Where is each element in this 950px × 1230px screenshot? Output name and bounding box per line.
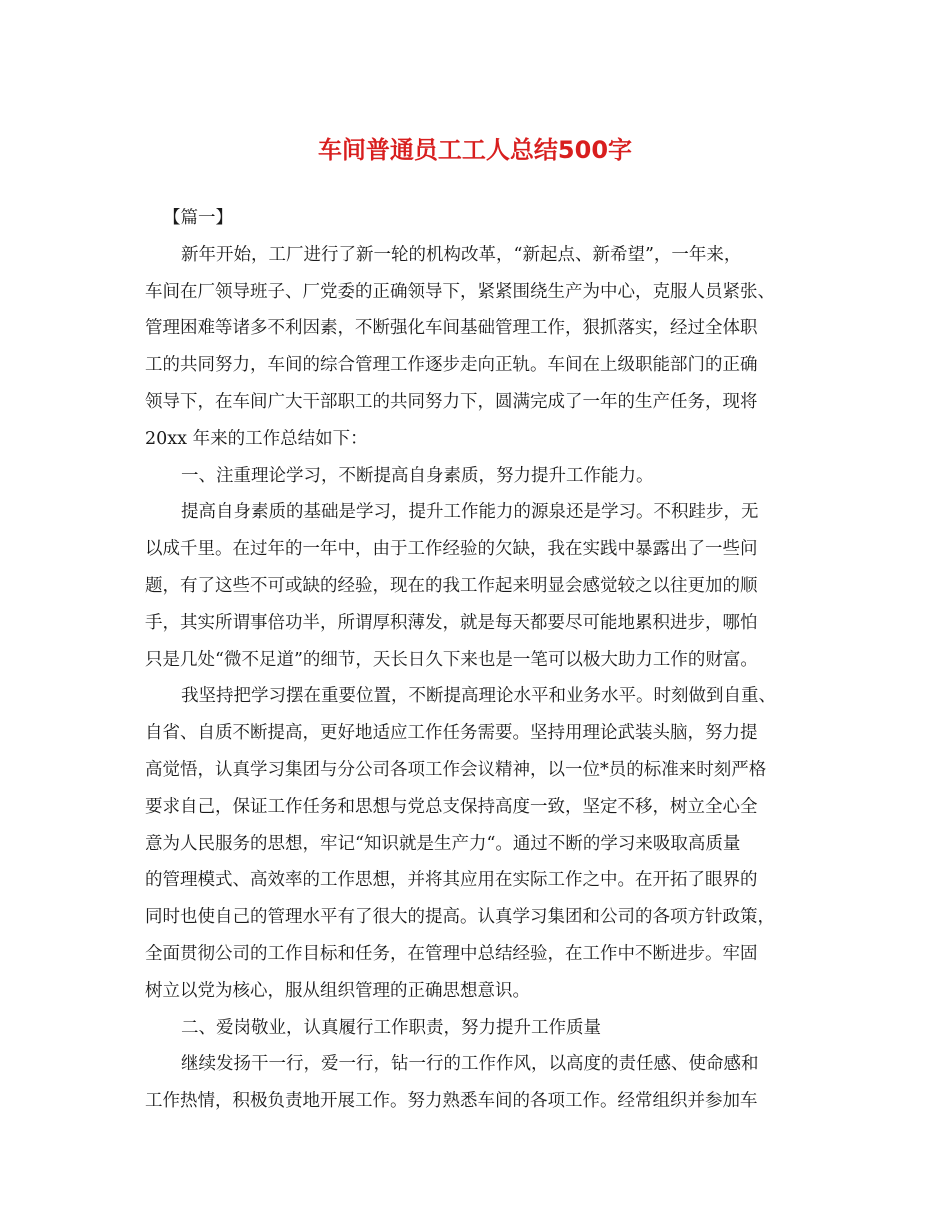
paragraph-line: 继续发扬干一行，爱一行，钻一行的工作作风，以高度的责任感、使命感和 xyxy=(181,1054,759,1075)
paragraph-line: 以成千里。在过年的一年中，由于工作经验的欠缺，我在实践中暴露出了一些问 xyxy=(145,539,758,560)
paragraph-line: 手，其实所谓事倍功半，所谓厚积薄发，就是每天都要尽可能地累积进步，哪怕 xyxy=(145,612,758,633)
paragraph-line: 要求自己，保证工作任务和思想与党总支保持高度一致，坚定不移，树立全心全 xyxy=(145,796,758,817)
paragraph-line: 车间在厂领导班子、厂党委的正确领导下，紧紧围绕生产为中心，克服人员紧张、 xyxy=(145,281,775,302)
paragraph-line: 我坚持把学习摆在重要位置，不断提高理论水平和业务水平。时刻做到自重、 xyxy=(181,686,776,707)
section-heading: 一、注重理论学习，不断提高自身素质，努力提升工作能力。 xyxy=(181,465,654,486)
paragraph-line: 新年开始，工厂进行了新一轮的机构改革，“新起点、新希望”，一年来， xyxy=(181,244,742,265)
paragraph-line: 树立以党为核心，服从组织管理的正确思想意识。 xyxy=(145,980,530,1001)
paragraph-line: 领导下，在车间广大干部职工的共同努力下，圆满完成了一年的生产任务，现将 xyxy=(145,391,758,412)
section-heading: 二、爱岗敬业，认真履行工作职责，努力提升工作质量 xyxy=(181,1017,601,1038)
paragraph-line: 工的共同努力，车间的综合管理工作逐步走向正轨。车间在上级职能部门的正确 xyxy=(145,355,758,376)
paragraph-line: 高觉悟，认真学习集团与分公司各项工作会议精神，以一位*员的标准来时刻严格 xyxy=(145,759,767,780)
paragraph-line: 的管理模式、高效率的工作思想，并将其应用在实际工作之中。在开拓了眼界的 xyxy=(145,870,758,891)
document-body xyxy=(145,200,805,1120)
paragraph-line: 只是几处“微不足道”的细节，天长日久下来也是一笔可以极大助力工作的财富。 xyxy=(145,649,758,670)
section-label: 【篇一】 xyxy=(163,208,233,228)
paragraph-line: 同时也使自己的管理水平有了很大的提高。认真学习集团和公司的各项方针政策， xyxy=(145,907,775,928)
paragraph-line: 工作热情，积极负责地开展工作。努力熟悉车间的各项工作。经常组织并参加车 xyxy=(145,1091,758,1112)
paragraph-line: 自省、自质不断提高，更好地适应工作任务需要。坚持用理论武装头脑，努力提 xyxy=(145,723,758,744)
paragraph-line: 20xx 年来的工作总结如下： xyxy=(145,428,368,449)
paragraph-line: 意为人民服务的思想，牢记“知识就是生产力“。通过不断的学习来吸取高质量 xyxy=(145,833,741,854)
paragraph-line: 管理困难等诸多不利因素，不断强化车间基础管理工作，狠抓落实，经过全体职 xyxy=(145,318,758,339)
paragraph-line: 题，有了这些不可或缺的经验，现在的我工作起来明显会感觉较之以往更加的顺 xyxy=(145,575,758,596)
paragraph-line: 提高自身素质的基础是学习，提升工作能力的源泉还是学习。不积跬步，无 xyxy=(181,502,759,523)
paragraph-line: 全面贯彻公司的工作目标和任务，在管理中总结经验，在工作中不断进步。牢固 xyxy=(145,943,758,964)
document-title: 车间普通员工工人总结500字 xyxy=(317,136,633,164)
